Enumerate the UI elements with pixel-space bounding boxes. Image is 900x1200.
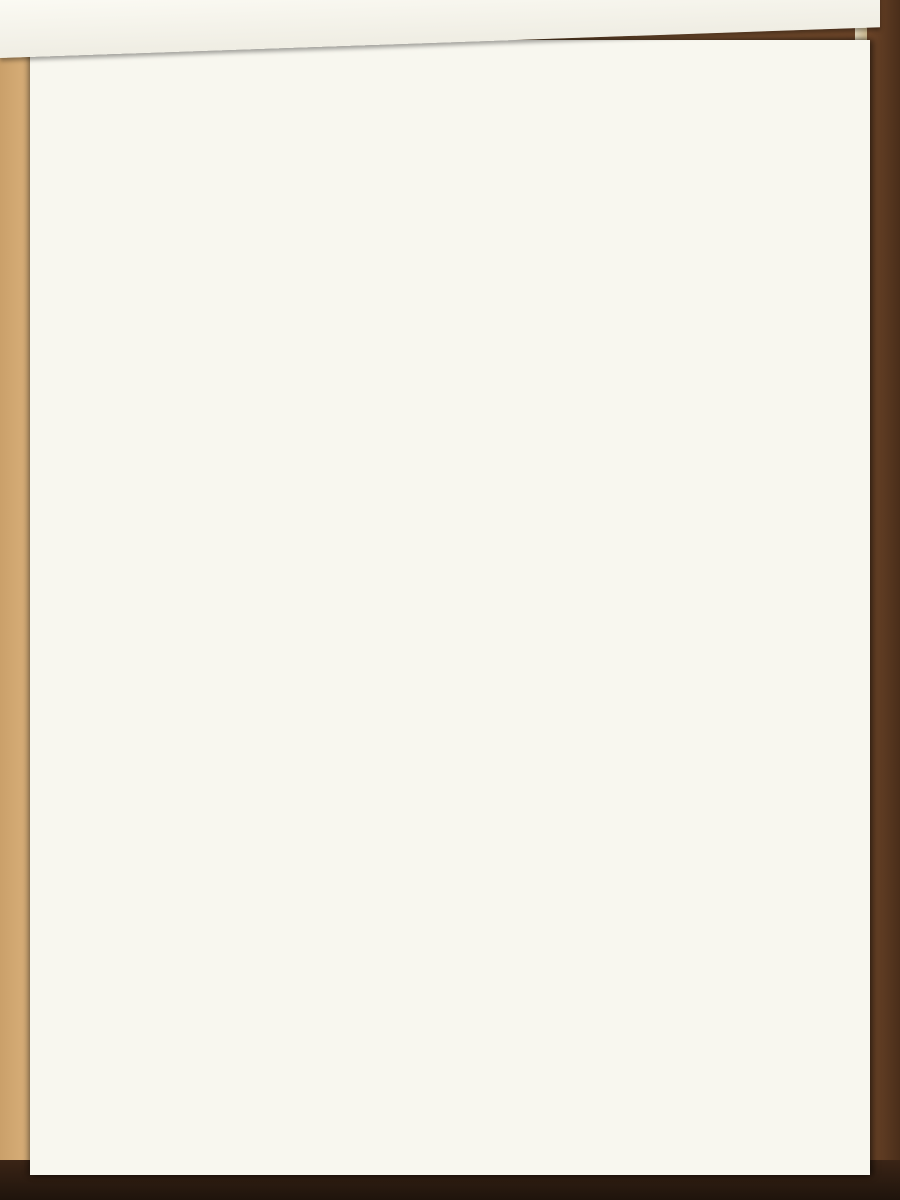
menu-page [30,40,870,1175]
